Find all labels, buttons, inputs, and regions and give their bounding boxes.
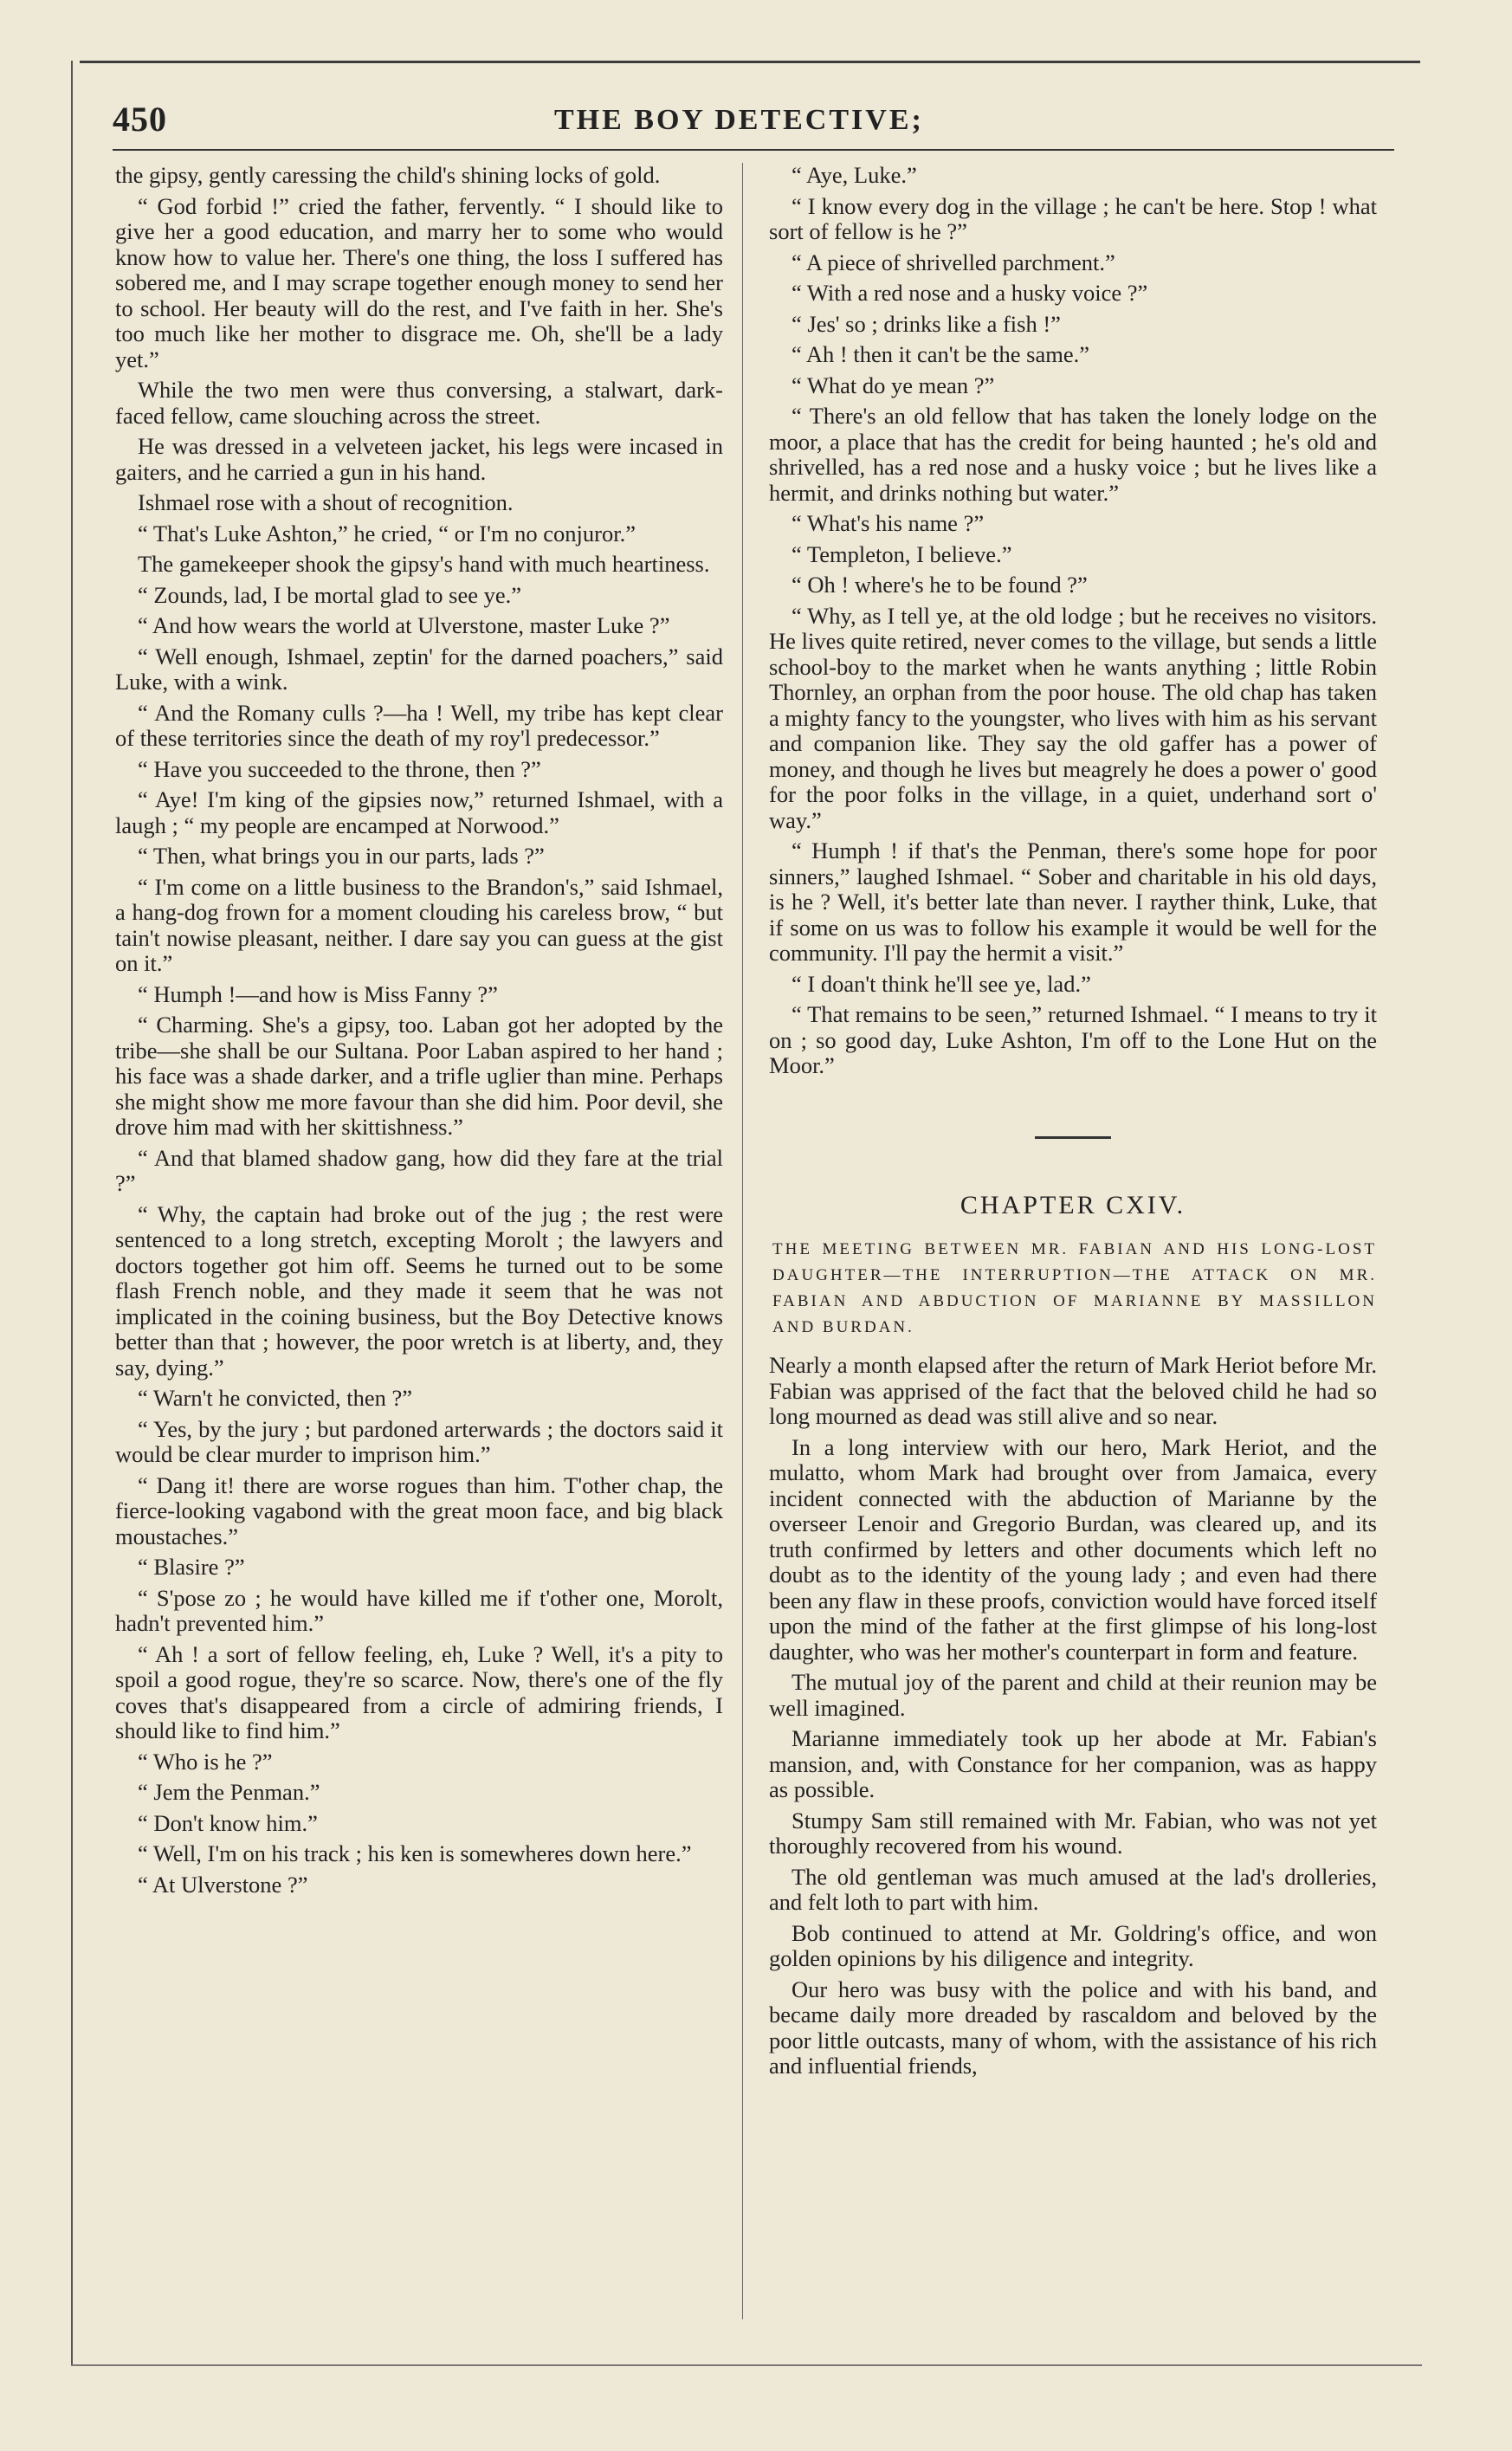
paragraph: “ There's an old fellow that has taken the lonely lodge on the moor, a place that has the credit for being haunted ; he's old and shrivelled, has a red nose and a husky voice ; but he lives like a hermit, and drinks nothing but water.”: [769, 403, 1377, 506]
paragraph: The mutual joy of the parent and child at their reunion may be well imagined.: [769, 1669, 1377, 1721]
paragraph: “ What do ye mean ?”: [792, 372, 995, 398]
paragraph: In a long interview with our hero, Mark Heriot, and the mulatto, whom Mark had brought over from Jamaica, every incident connected with the abduction of Marianne by the overseer Lenoir and Gregorio Burdan, was cleared up, and its truth confirmed by letters and other documents which left no doubt as to the identity of the young lady ; and even had there been any flaw in these proofs, conviction would have forced itself upon the mind of the father at the first glimpse of his long-lost daughter, who was her mother's counterpart in form and feature.: [769, 1433, 1377, 1665]
paragraph: “ With a red nose and a husky voice ?”: [792, 280, 1148, 306]
paragraph: “ Warn't he convicted, then ?”: [138, 1385, 413, 1411]
bottom-border-rule: [71, 2364, 1422, 2366]
paragraph: “ Ah ! then it can't be the same.”: [792, 341, 1089, 367]
chapter-title: CHAPTER CXIV.: [960, 1190, 1186, 1219]
page-border-left: [71, 61, 73, 2364]
paragraph: Marianne immediately took up her abode at Mr. Fabian's mansion, and, with Constance for her companion, was as happy as possible.: [769, 1725, 1377, 1802]
paragraph: “ God forbid !” cried the father, fervently. “ I should like to give her a good education, and marry her to some who would know how to value her. There's one thing, the loss I suffered has sobered me, and I may scrape together enough money to send her to school. Her beauty will do the rest, and I've faith in her. She's too much like her mother to disgrace me. Oh, she'll be a lady yet.”: [115, 192, 723, 372]
paragraph: The old gentleman was much amused at the lad's drolleries, and felt loth to part with him.: [769, 1863, 1377, 1915]
paragraph: “ Well enough, Ishmael, zeptin' for the darned poachers,” said Luke, with a wink.: [115, 643, 723, 695]
paragraph: “ Then, what brings you in our parts, lads ?”: [138, 843, 545, 869]
paragraph: “ Who is he ?”: [138, 1748, 273, 1775]
header-rule: [113, 149, 1394, 151]
paragraph: “ That's Luke Ashton,” he cried, “ or I'm no conjuror.”: [138, 520, 636, 546]
paragraph: “ And that blamed shadow gang, how did they fare at the trial ?”: [115, 1144, 723, 1196]
column-divider: [742, 163, 743, 2319]
paragraph: “ Have you succeeded to the throne, then ?”: [138, 755, 541, 782]
paragraph: “ Blasire ?”: [138, 1554, 245, 1580]
paragraph: Nearly a month elapsed after the return of Mark Heriot before Mr. Fabian was apprised of the fact that the beloved child he had so long mourned as dead was still alive and so near.: [769, 1352, 1377, 1429]
paragraph: “ Aye, Luke.”: [792, 162, 917, 188]
paragraph: Ishmael rose with a shout of recognition.: [138, 489, 514, 515]
paragraph: “ Jes' so ; drinks like a fish !”: [792, 310, 1061, 337]
chapter-separator-rule: [1035, 1136, 1111, 1139]
paragraph: “ Yes, by the jury ; but pardoned arterwards ; the doctors said it would be clear murder to imprison him.”: [115, 1415, 723, 1467]
paragraph: “ I know every dog in the village ; he can't be here. Stop ! what sort of fellow is he ?”: [769, 192, 1377, 244]
paragraph: “ Charming. She's a gipsy, too. Laban got her adopted by the tribe—she shall be our Sultana. Poor Laban aspired to her hand ; his face was a shade darker, and a trifle uglier than mine. Perhaps she might show me more favour than she did him. Poor devil, she drove him mad with her skittishness.”: [115, 1012, 723, 1140]
paragraph: Our hero was busy with the police and with his band, and became daily more dreaded by rascaldom and beloved by the poor little outcasts, many of whom, with the assistance of his rich and influential friends,: [769, 1976, 1377, 2079]
paragraph: “ Why, as I tell ye, at the old lodge ; but he receives no visitors. He lives quite retired, never comes to the village, but sends a little school-boy to the market when he wants anything ; little Robin Thornley, an orphan from the poor house. The old chap has taken a mighty fancy to the youngster, who lives with him as his servant and companion like. They say the old gaffer has a power of money, and though he lives but meagrely he does a power o' good for the poor folks in the village, in a quiet, underhand sort o' way.”: [769, 602, 1377, 833]
paragraph: He was dressed in a velveteen jacket, his legs were incased in gaiters, and he carried a gun in his hand.: [115, 433, 723, 485]
paragraph: “ Ah ! a sort of fellow feeling, eh, Luke ? Well, it's a pity to spoil a good rogue, they're so scarce. Now, there's one of the fly coves that's disappeared from a circle of admiring friends, I should like to find him.”: [115, 1640, 723, 1743]
left-column: [115, 163, 723, 1903]
paragraph: “ Well, I'm on his track ; his ken is somewheres down here.”: [138, 1840, 692, 1866]
paragraph: “ Jem the Penman.”: [138, 1779, 320, 1805]
paragraph: “ Oh ! where's he to be found ?”: [792, 572, 1088, 598]
paragraph: “ I doan't think he'll see ye, lad.”: [792, 970, 1091, 997]
paragraph: “ Aye! I'm king of the gipsies now,” returned Ishmael, with a laugh ; “ my people are encamped at Norwood.”: [115, 786, 723, 838]
paragraph: While the two men were thus conversing, a stalwart, dark-faced fellow, came slouching across the street.: [115, 377, 723, 429]
paragraph: “ And the Romany culls ?—ha ! Well, my tribe has kept clear of these territories since the death of my roy'l predecessor.”: [115, 699, 723, 751]
paragraph: “ That remains to be seen,” returned Ishmael. “ I means to try it on ; so good day, Luke Ashton, I'm off to the Lone Hut on the Moor.”: [769, 1001, 1377, 1078]
running-title: THE BOY DETECTIVE;: [554, 104, 924, 136]
paragraph: Stumpy Sam still remained with Mr. Fabian, who was not yet thoroughly recovered from his wound.: [769, 1807, 1377, 1859]
paragraph: the gipsy, gently caressing the child's shining locks of gold.: [115, 162, 661, 188]
paragraph: “ Templeton, I believe.”: [792, 540, 1012, 567]
paragraph: “ Humph !—and how is Miss Fanny ?”: [138, 980, 498, 1007]
paragraph: “ Why, the captain had broke out of the jug ; the rest were sentenced to a long stretch, excepting Morolt ; the lawyers and doctors together got him off. Seems he turned out to be some flash French noble, and they made it seem that he was not implicated in the coining business, but the Boy Detective knows better than that ; however, the poor wretch is at liberty, and, they say, dying.”: [115, 1200, 723, 1381]
chapter-summary: THE MEETING BETWEEN MR. FABIAN AND HIS LONG-LOST DAUGHTER—THE INTERRUPTION—THE ATTACK ON MR. FABIAN AND ABDUCTION OF MARIANNE BY MASSILLON AND BURDAN.: [772, 1240, 1377, 1336]
paragraph: “ S'pose zo ; he would have killed me if t'other one, Morolt, hadn't prevented him.”: [115, 1584, 723, 1636]
paragraph: “ And how wears the world at Ulverstone, master Luke ?”: [138, 612, 670, 638]
paragraph: “ What's his name ?”: [792, 510, 985, 536]
paragraph: “ A piece of shrivelled parchment.”: [792, 249, 1115, 275]
paragraph: “ Don't know him.”: [138, 1809, 318, 1836]
paragraph: “ Zounds, lad, I be mortal glad to see ye.”: [138, 581, 521, 608]
paragraph: “ Dang it! there are worse rogues than him. T'other chap, the fierce-looking vagabond with the great moon face, and big black moustaches.”: [115, 1471, 723, 1549]
paragraph: The gamekeeper shook the gipsy's hand with much heartiness.: [138, 551, 710, 577]
paragraph: “ At Ulverstone ?”: [138, 1871, 308, 1898]
page-number: 450: [113, 100, 167, 139]
top-border-rule: [80, 61, 1420, 63]
paragraph: “ I'm come on a little business to the Brandon's,” said Ishmael, a hang-dog frown for a moment clouding his careless brow, “ but tain't nowise pleasant, neither. I dare say you can guess at the gist on it.”: [115, 873, 723, 976]
paragraph: Bob continued to attend at Mr. Goldring's office, and won golden opinions by his diligence and integrity.: [769, 1919, 1377, 1971]
right-column: [769, 163, 1377, 2085]
paragraph: “ Humph ! if that's the Penman, there's some hope for poor sinners,” laughed Ishmael. “ Sober and charitable in his old days, is he ? Well, it's better late than never. I rayther think, Luke, that if some on us was to follow his example it would be well for the community. I'll pay the hermit a visit.”: [769, 837, 1377, 966]
